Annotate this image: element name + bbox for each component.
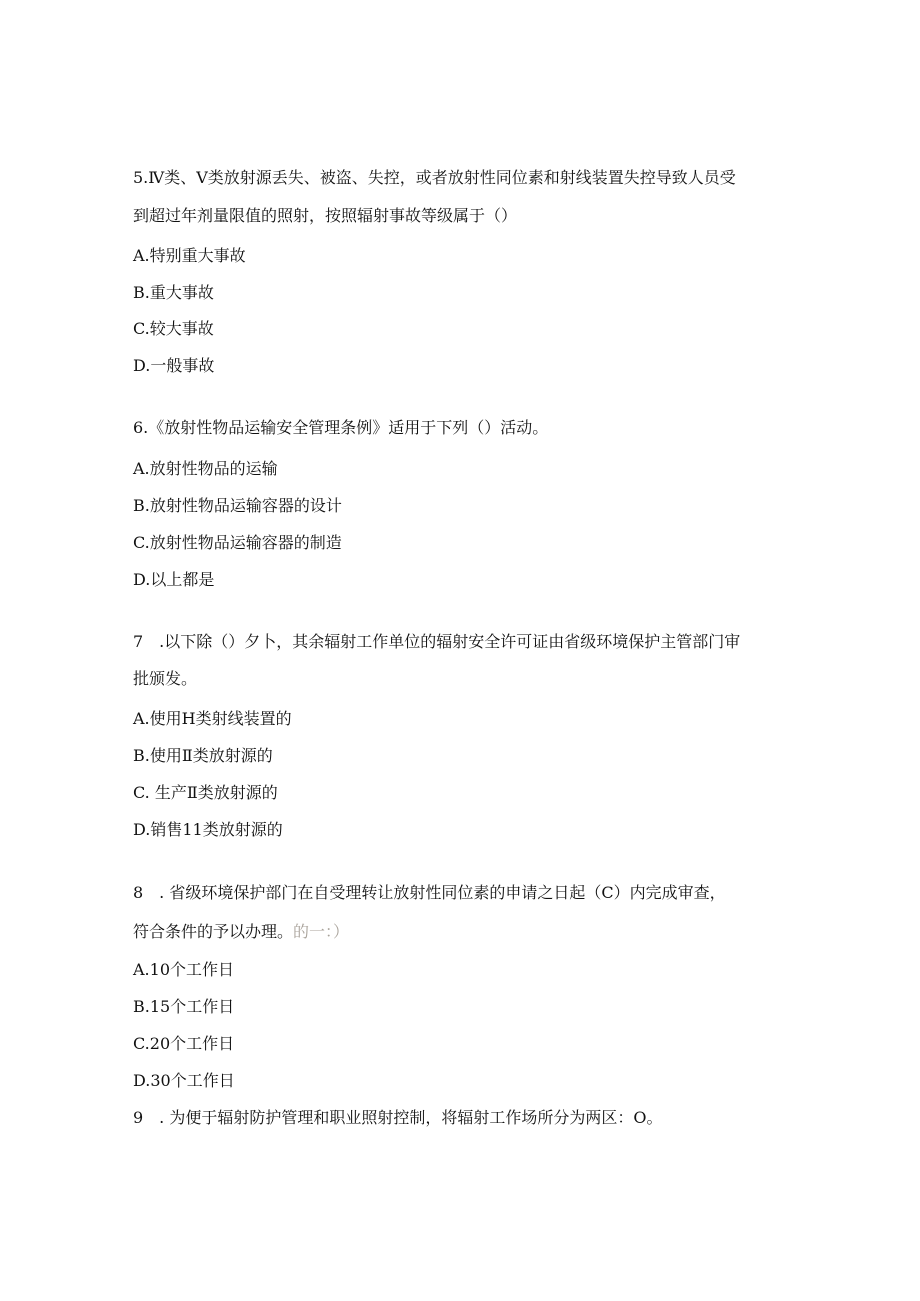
question-6-option-c: C.放射性物品运输容器的制造	[133, 533, 342, 552]
question-8-stem-line-2-text: 符合条件的予以办理。	[133, 922, 294, 941]
question-9-stem-line-1: 9 . 为便于辐射防护管理和职业照射控制，将辐射工作场所分为两区：O。	[133, 1108, 663, 1127]
question-8-option-c: C.20个工作日	[133, 1034, 235, 1053]
question-6-option-d: D.以上都是	[133, 570, 215, 589]
question-5-option-a: A.特别重大事故	[133, 246, 246, 265]
question-6-stem-line-1: 6.《放射性物品运输安全管理条例》适用于下列（）活动。	[133, 418, 549, 437]
question-8-option-d: D.30个工作日	[133, 1071, 235, 1090]
question-6-option-a: A.放射性物品的运输	[133, 459, 278, 478]
question-7-option-a: A.使用H类射线装置的	[133, 709, 292, 728]
question-7-stem-line-2: 批颁发。	[133, 669, 198, 688]
question-8-stem-line-2	[133, 922, 349, 942]
question-8-stem-line-1: 8 . 省级环境保护部门在自受理转让放射性同位素的申请之日起（C）内完成审查，	[133, 883, 726, 902]
question-8-option-a: A.10个工作日	[133, 960, 235, 979]
question-8-faded-annotation: 的一：）	[293, 922, 350, 941]
question-8-option-b: B.15个工作日	[133, 997, 235, 1016]
question-5-stem-line-2: 到超过年剂量限值的照射，按照辐射事故等级属于（）	[133, 206, 518, 225]
question-7-stem-line-1: 7 .以下除（）夕卜，其余辐射工作单位的辐射安全许可证由省级环境保护主管部门审	[133, 632, 741, 651]
question-5-option-c: C.较大事故	[133, 319, 214, 338]
question-6-option-b: B.放射性物品运输容器的设计	[133, 496, 342, 515]
question-7-option-c: C. 生产Ⅱ类放射源的	[133, 783, 278, 802]
question-5-stem-line-1: 5.Ⅳ类、Ⅴ类放射源丢失、被盗、失控，或者放射性同位素和射线装置失控导致人员受	[133, 168, 736, 187]
question-5-option-d: D.一般事故	[133, 356, 215, 375]
question-7-option-b: B.使用Ⅱ类放射源的	[133, 746, 273, 765]
question-5-option-b: B.重大事故	[133, 283, 214, 302]
question-7-option-d: D.销售11类放射源的	[133, 820, 283, 839]
